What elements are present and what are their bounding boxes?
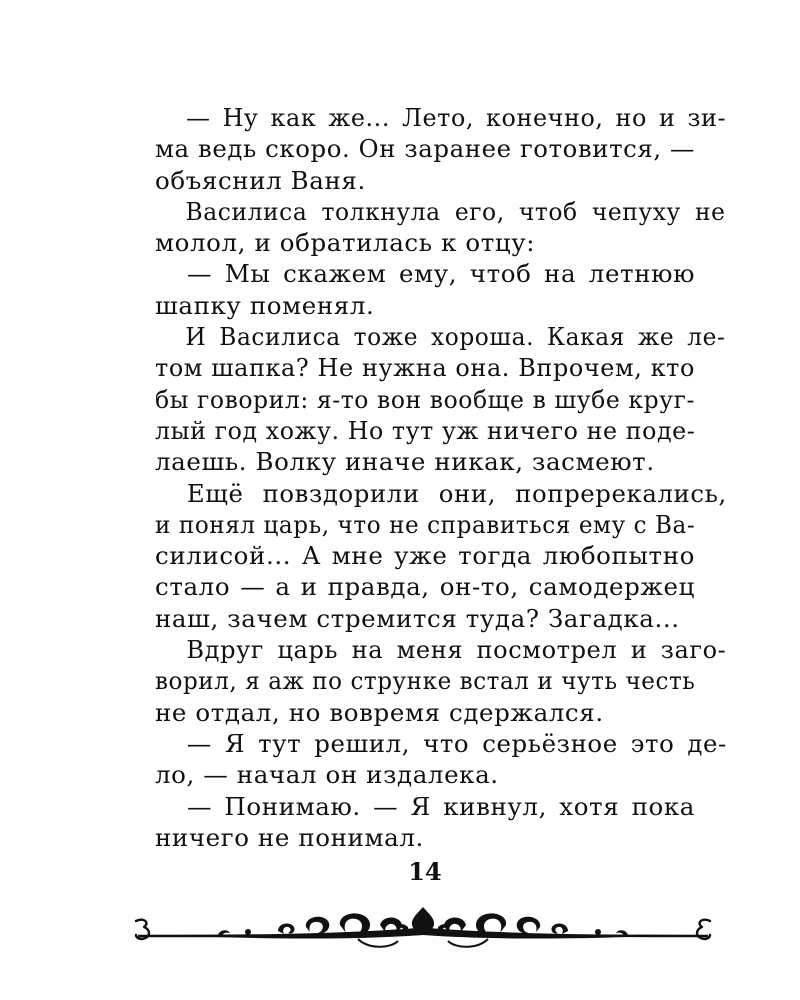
paragraph xyxy=(155,258,695,321)
text-line: наш, зачем стремится туда? Загадка... xyxy=(155,603,680,633)
page-text xyxy=(155,102,727,853)
text-line: и понял царь, что не справиться ему с Ва- xyxy=(155,509,696,539)
paragraph xyxy=(155,634,727,728)
text-line: бы говорил: я-то вон вообще в шубе круг- xyxy=(155,384,695,414)
text-line: силисой... А мне уже тогда любопытно xyxy=(155,541,695,571)
paragraph xyxy=(155,728,727,791)
text-line: том шапка? Не нужна она. Впрочем, кто xyxy=(155,353,696,383)
text-line: ничего не понимал. xyxy=(155,822,424,852)
page-number: 14 xyxy=(408,857,442,886)
text-line: молол, и обратилась к отцу: xyxy=(155,228,536,258)
paragraph xyxy=(155,791,695,854)
text-line: шапку поменял. xyxy=(155,290,375,320)
text-line: Вдруг царь на меня посмотрел и заго- xyxy=(186,635,727,665)
paragraph xyxy=(155,102,727,196)
text-line: объяснил Ваня. xyxy=(155,165,366,195)
text-line: — Ну как же... Лето, конечно, но и зи- xyxy=(186,103,727,132)
text-line: — Мы скажем ему, чтоб на летнюю xyxy=(187,259,695,289)
text-line: — Понимаю. — Я кивнул, хотя пока xyxy=(187,791,695,821)
text-line: ло, — начал он издалека. xyxy=(155,760,499,790)
text-line: стало — а и правда, он-то, самодержец xyxy=(155,572,695,602)
text-line: лаешь. Волку иначе никак, засмеют. xyxy=(155,447,655,477)
text-line: лый год хожу. Но тут уж ничего не поде- xyxy=(155,415,696,445)
text-line: Василиса толкнула его, чтоб чепуху не xyxy=(185,196,726,226)
decorative-flourish-divider-icon xyxy=(128,905,718,965)
paragraph xyxy=(155,321,726,477)
paragraph xyxy=(155,196,726,259)
text-line: не отдал, но вовремя сдержался. xyxy=(155,697,604,727)
paragraph xyxy=(155,478,727,634)
text-line: ма ведь скоро. Он заранее готовится, — xyxy=(155,134,696,164)
text-line: И Василиса тоже хороша. Какая же ле- xyxy=(185,322,726,352)
text-line: Ещё повздорили они, попререкались, xyxy=(186,478,727,508)
text-line: — Я тут решил, что серьёзное это де- xyxy=(186,728,727,758)
text-line: ворил, я аж по струнке встал и чуть честь xyxy=(155,666,696,696)
